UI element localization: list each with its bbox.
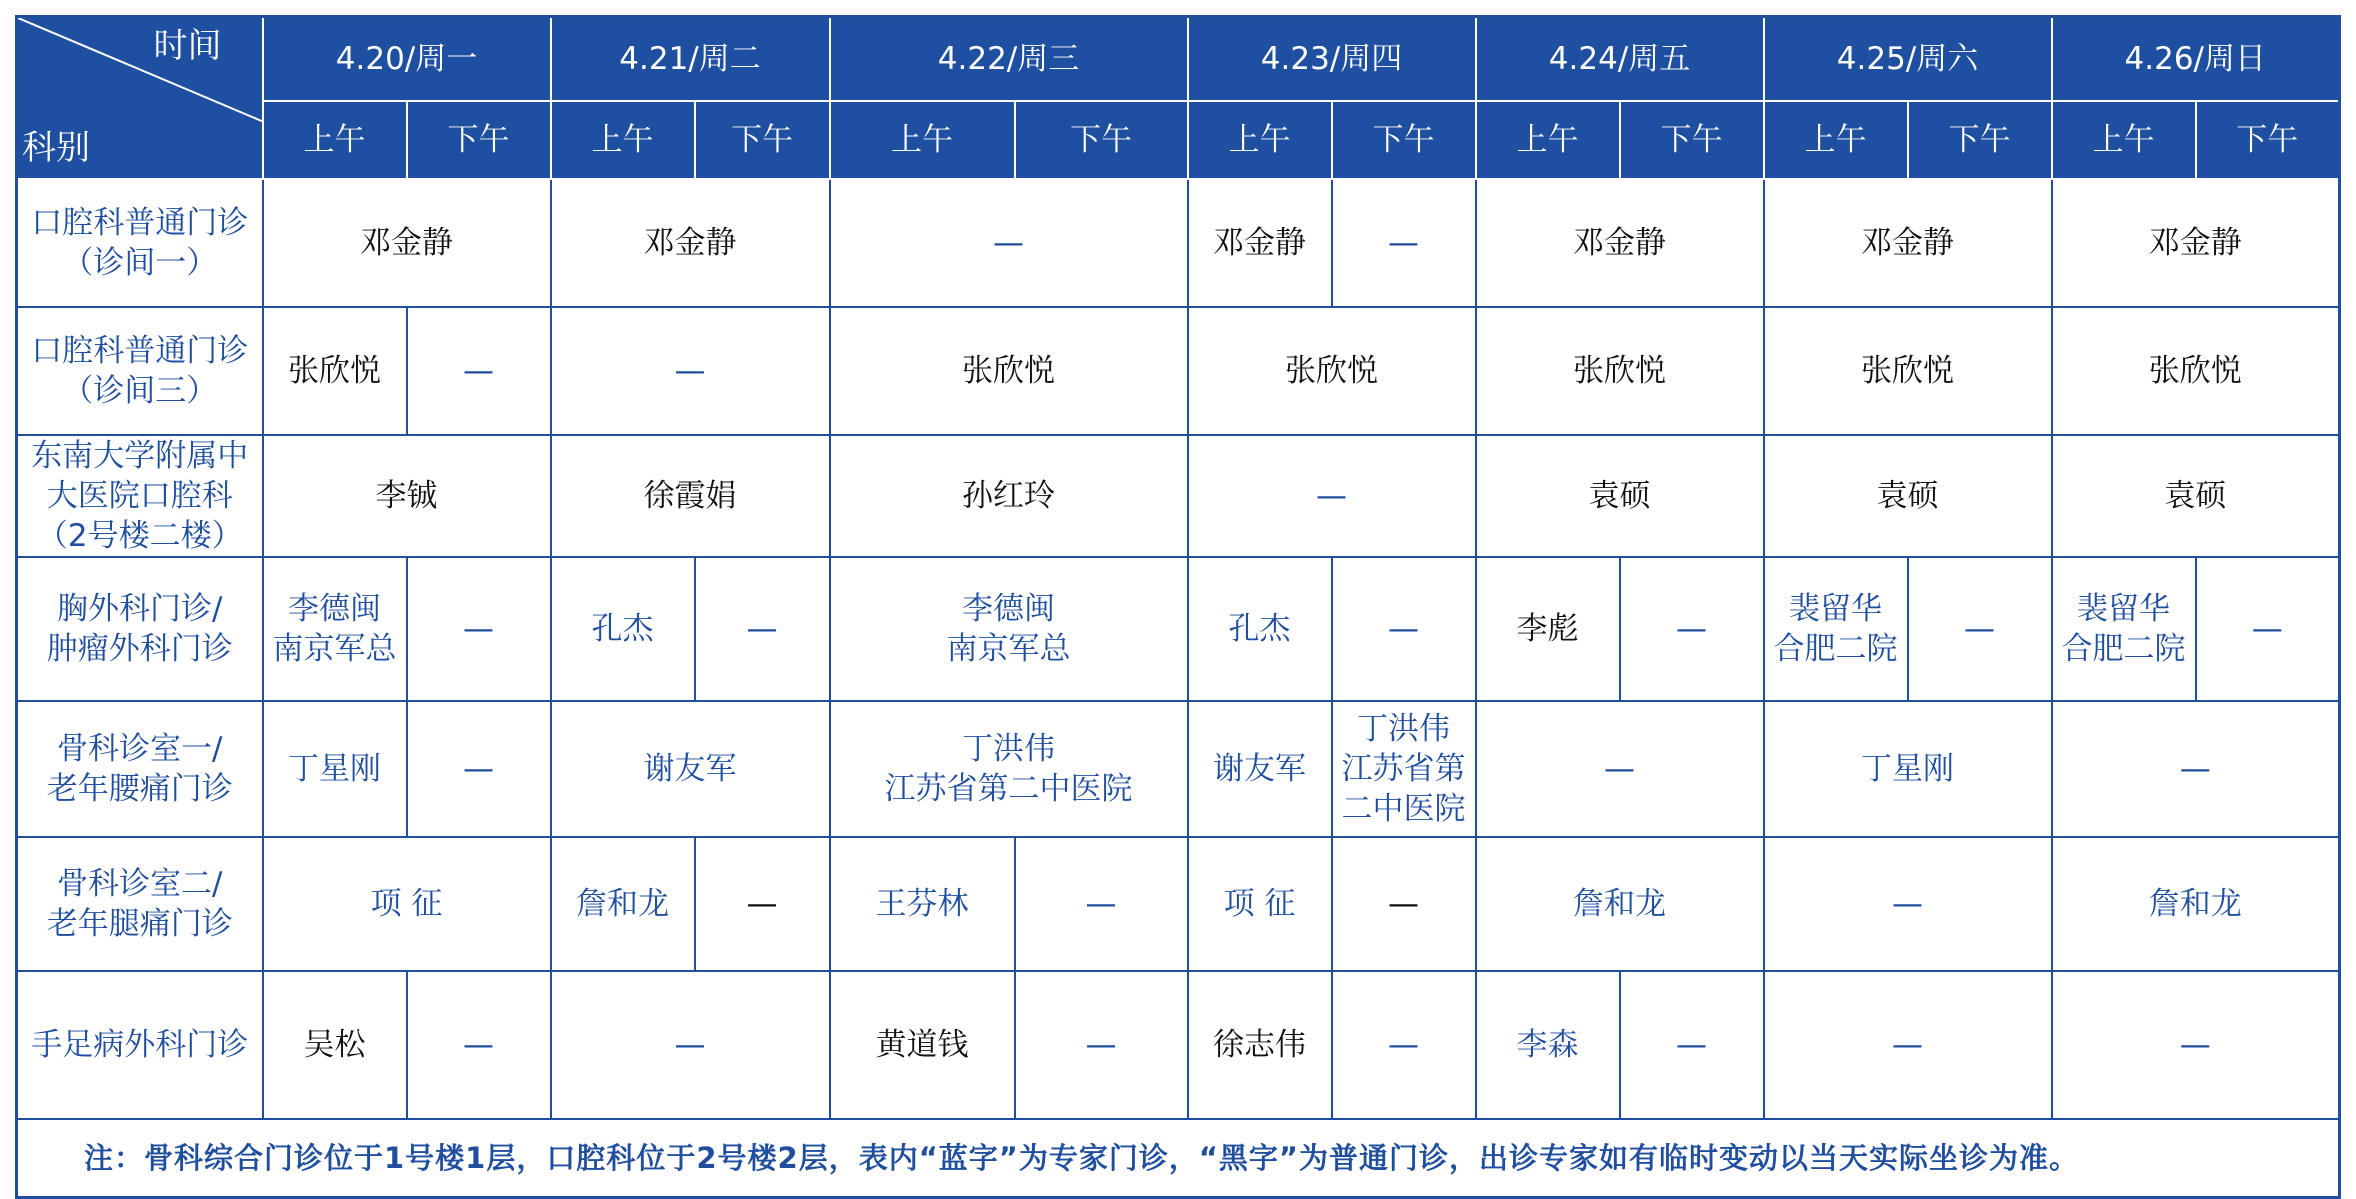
no-clinic-cell: — — [1015, 837, 1188, 971]
pm-header: 下午 — [1620, 101, 1764, 179]
header-corner — [17, 17, 263, 180]
doctor-cell: 张欣悦 — [1476, 307, 1764, 435]
doctor-cell: 王芬林 — [830, 837, 1015, 971]
doctor-cell: 裴留华 合肥二院 — [2052, 557, 2196, 701]
doctor-cell: 项 征 — [263, 837, 551, 971]
no-clinic-cell: — — [2052, 701, 2340, 837]
no-clinic-cell: — — [551, 971, 830, 1119]
no-clinic-cell: — — [1332, 971, 1476, 1119]
no-clinic-cell: — — [830, 179, 1188, 307]
am-header: 上午 — [551, 101, 695, 179]
footnote: 注：骨科综合门诊位于1号楼1层，口腔科位于2号楼2层，表内“蓝字”为专家门诊，“黑字”为普通门诊，出诊专家如有临时变动以当天实际坐诊为准。 — [17, 1119, 2340, 1197]
doctor-cell: 詹和龙 — [551, 837, 695, 971]
doctor-cell: 项 征 — [1188, 837, 1332, 971]
day-header: 4.23/周四 — [1188, 17, 1476, 101]
department-label: 口腔科普通门诊 （诊间三） — [17, 307, 263, 435]
no-clinic-cell: — — [695, 837, 830, 971]
no-clinic-cell: — — [1332, 179, 1476, 307]
no-clinic-cell: — — [1188, 435, 1476, 557]
no-clinic-cell: — — [1764, 971, 2052, 1119]
doctor-cell: 谢友军 — [551, 701, 830, 837]
schedule-row — [17, 971, 2340, 1119]
no-clinic-cell: — — [551, 307, 830, 435]
note-row — [17, 1119, 2340, 1197]
department-label: 东南大学附属中 大医院口腔科 （2号楼二楼） — [17, 435, 263, 557]
doctor-cell: 李德闽 南京军总 — [830, 557, 1188, 701]
doctor-cell: 孔杰 — [1188, 557, 1332, 701]
day-header: 4.26/周日 — [2052, 17, 2340, 101]
no-clinic-cell: — — [2052, 971, 2340, 1119]
am-header: 上午 — [830, 101, 1015, 179]
am-header: 上午 — [263, 101, 407, 179]
day-header: 4.24/周五 — [1476, 17, 1764, 101]
pm-header: 下午 — [1015, 101, 1188, 179]
corner-dept-label: 科别 — [22, 128, 90, 168]
doctor-cell: 袁硕 — [1476, 435, 1764, 557]
no-clinic-cell: — — [1620, 971, 1764, 1119]
doctor-cell: 张欣悦 — [1188, 307, 1476, 435]
no-clinic-cell: — — [1908, 557, 2052, 701]
header-ampm-row — [17, 101, 2340, 179]
schedule-row — [17, 557, 2340, 701]
pm-header: 下午 — [407, 101, 551, 179]
doctor-cell: 丁星刚 — [1764, 701, 2052, 837]
day-header: 4.20/周一 — [263, 17, 551, 101]
no-clinic-cell: — — [407, 701, 551, 837]
doctor-cell: 詹和龙 — [1476, 837, 1764, 971]
pm-header: 下午 — [1332, 101, 1476, 179]
doctor-cell: 袁硕 — [2052, 435, 2340, 557]
doctor-cell: 丁洪伟 江苏省第 二中医院 — [1332, 701, 1476, 837]
pm-header: 下午 — [2196, 101, 2340, 179]
pm-header: 下午 — [695, 101, 830, 179]
no-clinic-cell: — — [407, 557, 551, 701]
schedule-row — [17, 837, 2340, 971]
am-header: 上午 — [1188, 101, 1332, 179]
doctor-cell: 邓金静 — [1188, 179, 1332, 307]
doctor-cell: 邓金静 — [1476, 179, 1764, 307]
no-clinic-cell: — — [2196, 557, 2340, 701]
department-label: 骨科诊室一/ 老年腰痛门诊 — [17, 701, 263, 837]
department-label: 胸外科门诊/ 肿瘤外科门诊 — [17, 557, 263, 701]
doctor-cell: 邓金静 — [2052, 179, 2340, 307]
schedule-row — [17, 435, 2340, 557]
doctor-cell: 裴留华 合肥二院 — [1764, 557, 1908, 701]
doctor-cell: 邓金静 — [263, 179, 551, 307]
no-clinic-cell: — — [1476, 701, 1764, 837]
doctor-cell: 张欣悦 — [2052, 307, 2340, 435]
no-clinic-cell: — — [1764, 837, 2052, 971]
no-clinic-cell: — — [695, 557, 830, 701]
department-label: 口腔科普通门诊 （诊间一） — [17, 179, 263, 307]
doctor-cell: 李彪 — [1476, 557, 1620, 701]
doctor-cell: 张欣悦 — [830, 307, 1188, 435]
day-header: 4.22/周三 — [830, 17, 1188, 101]
no-clinic-cell: — — [1332, 557, 1476, 701]
schedule-row — [17, 179, 2340, 307]
schedule-row — [17, 307, 2340, 435]
day-header: 4.25/周六 — [1764, 17, 2052, 101]
doctor-cell: 徐志伟 — [1188, 971, 1332, 1119]
day-header: 4.21/周二 — [551, 17, 830, 101]
am-header: 上午 — [2052, 101, 2196, 179]
department-label: 骨科诊室二/ 老年腿痛门诊 — [17, 837, 263, 971]
schedule-table — [15, 15, 2341, 1199]
doctor-cell: 邓金静 — [551, 179, 830, 307]
doctor-cell: 邓金静 — [1764, 179, 2052, 307]
doctor-cell: 吴松 — [263, 971, 407, 1119]
no-clinic-cell: — — [1620, 557, 1764, 701]
doctor-cell: 谢友军 — [1188, 701, 1332, 837]
pm-header: 下午 — [1908, 101, 2052, 179]
doctor-cell: 李德闽 南京军总 — [263, 557, 407, 701]
no-clinic-cell: — — [407, 307, 551, 435]
doctor-cell: 徐霞娟 — [551, 435, 830, 557]
am-header: 上午 — [1764, 101, 1908, 179]
no-clinic-cell: — — [1332, 837, 1476, 971]
doctor-cell: 孔杰 — [551, 557, 695, 701]
doctor-cell: 李铖 — [263, 435, 551, 557]
corner-diagonal-line — [18, 18, 263, 122]
doctor-cell: 詹和龙 — [2052, 837, 2340, 971]
schedule-row — [17, 701, 2340, 837]
doctor-cell: 丁洪伟 江苏省第二中医院 — [830, 701, 1188, 837]
doctor-cell: 张欣悦 — [263, 307, 407, 435]
header-day-row — [17, 17, 2340, 101]
doctor-cell: 孙红玲 — [830, 435, 1188, 557]
no-clinic-cell: — — [1015, 971, 1188, 1119]
doctor-cell: 丁星刚 — [263, 701, 407, 837]
doctor-cell: 李森 — [1476, 971, 1620, 1119]
department-label: 手足病外科门诊 — [17, 971, 263, 1119]
am-header: 上午 — [1476, 101, 1620, 179]
corner-time-label: 时间 — [153, 26, 222, 66]
doctor-cell: 黄道钱 — [830, 971, 1015, 1119]
no-clinic-cell: — — [407, 971, 551, 1119]
doctor-cell: 袁硕 — [1764, 435, 2052, 557]
doctor-cell: 张欣悦 — [1764, 307, 2052, 435]
